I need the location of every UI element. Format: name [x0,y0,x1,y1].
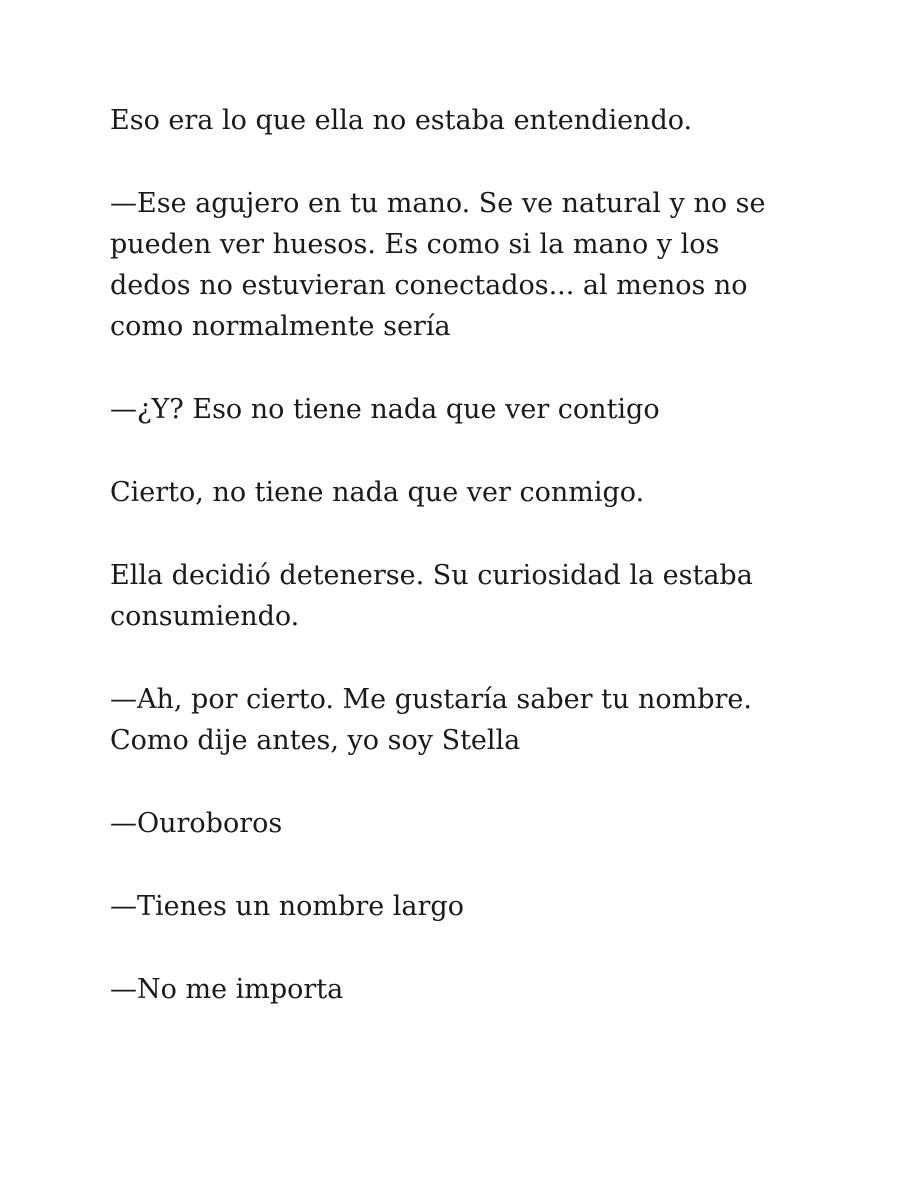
paragraph-6 [110,679,800,761]
text-line: —Ah, por cierto. Me gustaría saber tu nombre. [110,684,752,715]
text-line: —¿Y? Eso no tiene nada que ver contigo [110,394,660,425]
paragraph-1 [110,100,800,141]
text-line: —Ese agujero en tu mano. Se ve natural y no se [110,188,766,219]
paragraph-9 [110,969,800,1010]
text-body [110,100,800,1052]
text-line: dedos no estuvieran conectados... al menos no [110,270,748,301]
text-line: Ella decidió detenerse. Su curiosidad la estaba [110,560,753,591]
paragraph-3 [110,389,800,430]
text-line: Como dije antes, yo soy Stella [110,725,521,756]
text-line: —Tienes un nombre largo [110,891,464,922]
paragraph-8 [110,886,800,927]
paragraph-4 [110,472,800,513]
text-line: pueden ver huesos. Es como si la mano y los [110,229,720,260]
paragraph-2 [110,183,800,347]
text-line: como normalmente sería [110,311,451,342]
text-line: —No me importa [110,974,344,1005]
text-line: consumiendo. [110,601,300,632]
text-line: —Ouroboros [110,808,283,839]
paragraph-5 [110,555,800,637]
text-line: Cierto, no tiene nada que ver conmigo. [110,477,645,508]
paragraph-7 [110,803,800,844]
text-line: Eso era lo que ella no estaba entendiendo. [110,105,693,136]
